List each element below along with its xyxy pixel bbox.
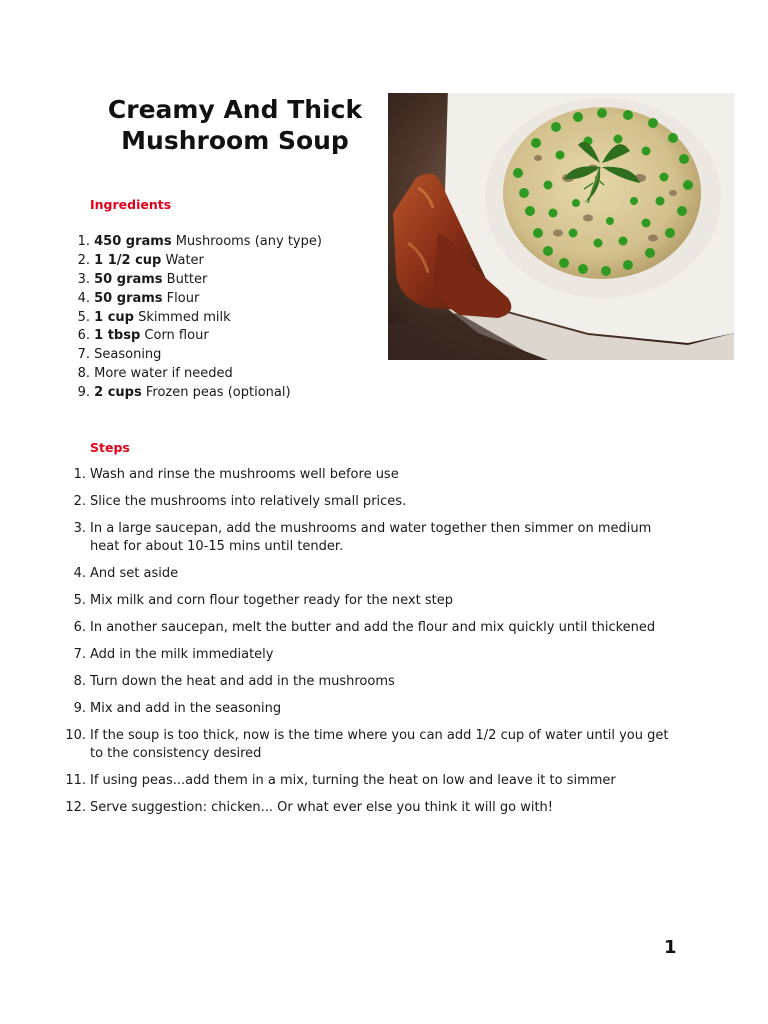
step-item — [58, 700, 678, 718]
step-item — [58, 727, 678, 763]
step-number: 4. — [73, 566, 86, 581]
ingredient-number: 2. — [77, 252, 90, 268]
ingredients-heading: Ingredients — [90, 197, 172, 212]
step-item — [58, 619, 678, 637]
step-number: 7. — [73, 647, 86, 662]
step-number: 6. — [73, 620, 86, 635]
ingredient-item — [66, 346, 366, 365]
step-text: In another saucepan, melt the butter and add the flour and mix quickly until thickened — [90, 620, 656, 635]
ingredient-quantity: 1 tbsp — [94, 328, 141, 344]
step-number: 5. — [73, 593, 86, 608]
step-item — [58, 772, 678, 790]
recipe-title — [100, 94, 370, 156]
step-item — [58, 466, 678, 484]
ingredient-number: 9. — [77, 385, 90, 401]
step-text: Add in the milk immediately — [90, 647, 274, 662]
step-text: Slice the mushrooms into relatively small prices. — [90, 494, 407, 509]
ingredient-name: Seasoning — [94, 347, 162, 363]
title-line-1: Creamy And Thick — [107, 95, 363, 124]
step-number: 12. — [65, 800, 86, 815]
ingredient-name: Skimmed milk — [133, 309, 231, 325]
title-line-2: Mushroom Soup — [121, 126, 349, 155]
step-item — [58, 592, 678, 610]
ingredient-quantity: 50 grams — [94, 271, 163, 287]
ingredient-quantity: 2 cups — [94, 385, 142, 401]
step-text: In a large saucepan, add the mushrooms and water together then simmer on medium heat for about 10-15 mins until tender. — [90, 521, 652, 554]
ingredient-number: 6. — [77, 328, 90, 344]
step-item — [58, 520, 678, 556]
step-text: Mix and add in the seasoning — [90, 701, 282, 716]
ingredient-name: Frozen peas (optional) — [141, 385, 291, 401]
ingredient-name: Corn flour — [140, 328, 209, 344]
step-text: Turn down the heat and add in the mushrooms — [90, 674, 395, 689]
ingredient-item — [66, 309, 366, 328]
ingredient-number: 7. — [77, 347, 90, 363]
step-item — [58, 673, 678, 691]
ingredient-quantity: 50 grams — [94, 290, 163, 306]
step-item — [58, 799, 678, 817]
step-number: 9. — [73, 701, 86, 716]
step-number: 8. — [73, 674, 86, 689]
ingredient-number: 4. — [77, 290, 90, 306]
ingredient-item — [66, 290, 366, 309]
ingredient-quantity: 450 grams — [94, 234, 172, 249]
ingredient-number: 3. — [77, 271, 90, 287]
ingredient-name: Flour — [162, 290, 200, 306]
step-item — [58, 565, 678, 583]
ingredient-name: Mushrooms (any type) — [171, 234, 322, 249]
step-text: Mix milk and corn flour together ready for the next step — [90, 593, 453, 608]
step-item — [58, 493, 678, 511]
ingredients-list — [66, 233, 366, 403]
step-number: 2. — [73, 494, 86, 509]
ingredient-number: 1. — [77, 234, 90, 249]
steps-list — [58, 466, 678, 826]
step-item — [58, 646, 678, 664]
ingredient-item — [66, 233, 366, 252]
step-text: Serve suggestion: chicken... Or what ever else you think it will go with! — [90, 800, 553, 815]
step-number: 1. — [73, 467, 86, 482]
soup-photo — [388, 93, 734, 360]
page-number: 1 — [664, 937, 677, 958]
step-number: 10. — [65, 728, 86, 743]
ingredient-number: 8. — [77, 366, 90, 382]
step-text: If using peas...add them in a mix, turning the heat on low and leave it to simmer — [90, 773, 616, 788]
ingredient-name: More water if needed — [94, 366, 233, 382]
step-text: Wash and rinse the mushrooms well before use — [90, 467, 399, 482]
ingredient-name: Butter — [162, 271, 208, 287]
ingredient-item — [66, 271, 366, 290]
ingredient-name: Water — [161, 252, 204, 268]
step-text: And set aside — [90, 566, 179, 581]
ingredient-item — [66, 365, 366, 384]
step-number: 3. — [73, 521, 86, 536]
step-number: 11. — [65, 773, 86, 788]
ingredient-number: 5. — [77, 309, 90, 325]
ingredient-item — [66, 252, 366, 271]
ingredient-quantity: 1 1/2 cup — [94, 252, 162, 268]
steps-heading: Steps — [90, 440, 130, 455]
ingredient-item — [66, 384, 366, 403]
step-text: If the soup is too thick, now is the time where you can add 1/2 cup of water until you get to the consistency desired — [90, 728, 669, 761]
ingredient-quantity: 1 cup — [94, 309, 134, 325]
ingredient-item — [66, 327, 366, 346]
